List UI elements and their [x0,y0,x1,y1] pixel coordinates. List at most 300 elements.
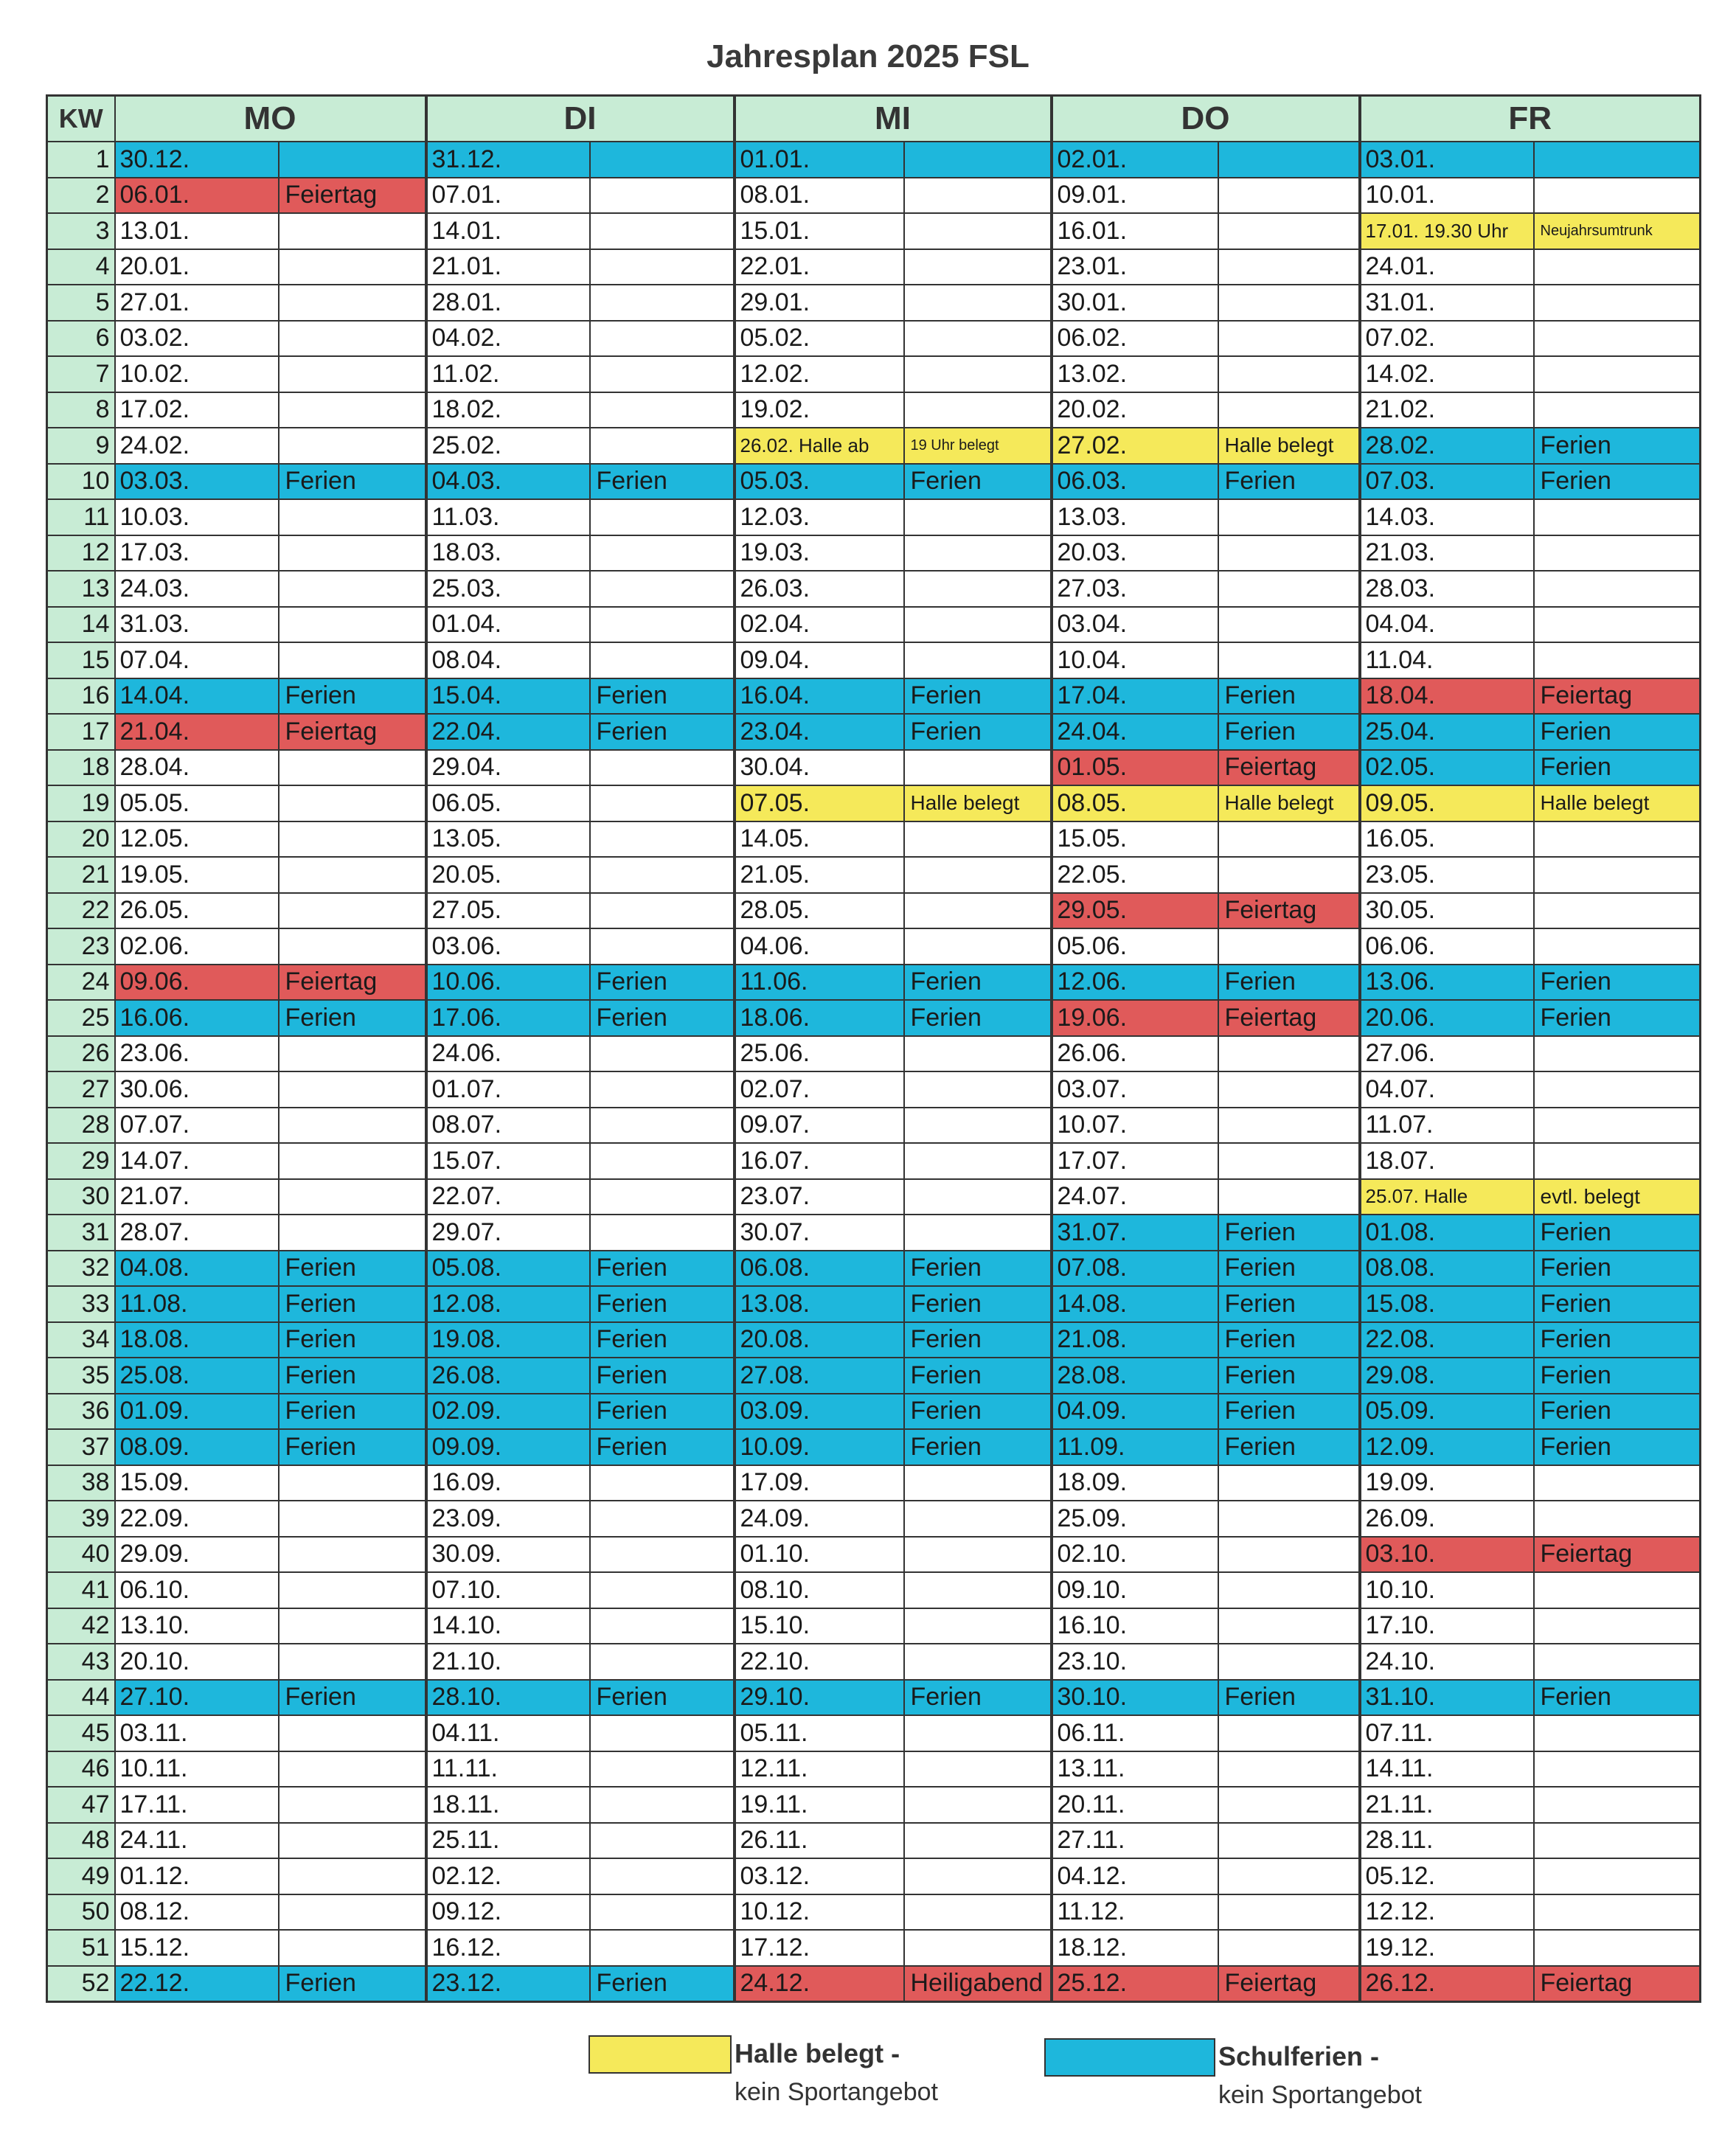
date-cell-mo: 13.01. [115,213,279,249]
note-cell-fr [1534,1465,1701,1501]
note-cell-mo [279,392,426,428]
kw-cell: 42 [47,1608,115,1644]
date-cell-di: 11.02. [426,356,590,392]
date-cell-fr: 18.07. [1360,1143,1534,1179]
note-cell-do: Ferien [1218,1322,1360,1358]
date-cell-di: 24.06. [426,1036,590,1072]
kw-cell: 2 [47,178,115,214]
note-cell-di: Ferien [590,678,735,715]
note-cell-do [1218,571,1360,607]
date-cell-di: 21.10. [426,1644,590,1680]
date-cell-mo: 27.01. [115,285,279,321]
date-cell-mo: 30.12. [115,142,279,178]
kw-cell: 23 [47,928,115,965]
date-cell-mo: 28.07. [115,1215,279,1251]
note-cell-di [590,893,735,929]
date-cell-fr: 19.12. [1360,1930,1534,1966]
date-cell-do: 03.04. [1052,607,1218,643]
note-cell-mi [904,321,1052,357]
legend-swatch-belegt [588,2035,732,2074]
note-cell-do: Ferien [1218,1429,1360,1465]
note-cell-di: Ferien [590,1286,735,1322]
date-cell-do: 02.01. [1052,142,1218,178]
date-cell-fr: 24.10. [1360,1644,1534,1680]
note-cell-mo [279,1108,426,1144]
date-cell-do: 28.08. [1052,1358,1218,1394]
note-cell-do [1218,1930,1360,1966]
week-row [47,1894,1701,1931]
note-cell-mo [279,1608,426,1644]
date-cell-mo: 26.05. [115,893,279,929]
date-cell-mo: 21.07. [115,1179,279,1215]
note-cell-di [590,213,735,249]
note-cell-mi [904,142,1052,178]
date-cell-fr: 14.11. [1360,1751,1534,1788]
kw-cell: 29 [47,1143,115,1179]
week-row [47,142,1701,178]
week-row [47,249,1701,285]
date-cell-di: 09.12. [426,1894,590,1931]
kw-cell: 10 [47,464,115,500]
date-cell-do: 23.10. [1052,1644,1218,1680]
kw-cell: 8 [47,392,115,428]
note-cell-do [1218,1787,1360,1823]
note-cell-do [1218,1751,1360,1788]
note-cell-fr: Ferien [1534,464,1701,500]
date-cell-mi: 28.05. [735,893,904,929]
kw-cell: 38 [47,1465,115,1501]
date-cell-do: 30.10. [1052,1680,1218,1716]
date-cell-do: 22.05. [1052,857,1218,893]
note-cell-fr: Neujahrsumtrunk [1534,213,1701,249]
note-cell-fr [1534,356,1701,392]
date-cell-mi: 02.07. [735,1071,904,1108]
kw-cell: 18 [47,750,115,786]
date-cell-di: 02.12. [426,1858,590,1894]
date-cell-mi: 17.12. [735,1930,904,1966]
note-cell-mi [904,750,1052,786]
kw-cell: 19 [47,785,115,821]
note-cell-fr: Ferien [1534,1251,1701,1287]
note-cell-fr [1534,1858,1701,1894]
week-row [47,1071,1701,1108]
date-cell-mo: 17.03. [115,535,279,571]
week-row [47,1858,1701,1894]
note-cell-do [1218,213,1360,249]
note-cell-fr: Ferien [1534,1000,1701,1036]
week-row [47,1966,1701,2002]
date-cell-mi: 05.11. [735,1715,904,1751]
kw-cell: 51 [47,1930,115,1966]
date-cell-do: 02.10. [1052,1537,1218,1573]
date-cell-di: 11.03. [426,499,590,535]
note-cell-di [590,285,735,321]
date-cell-do: 09.01. [1052,178,1218,214]
date-cell-do: 24.07. [1052,1179,1218,1215]
date-cell-mi: 19.02. [735,392,904,428]
date-cell-mi: 19.11. [735,1787,904,1823]
note-cell-mo [279,571,426,607]
week-row [47,1000,1701,1036]
kw-cell: 40 [47,1537,115,1573]
note-cell-fr [1534,1108,1701,1144]
date-cell-di: 21.01. [426,249,590,285]
date-cell-mi: 16.07. [735,1143,904,1179]
date-cell-di: 14.01. [426,213,590,249]
date-cell-fr: 29.08. [1360,1358,1534,1394]
date-cell-mi: 30.04. [735,750,904,786]
date-cell-di: 03.06. [426,928,590,965]
date-cell-fr: 10.10. [1360,1572,1534,1608]
date-cell-mi: 26.11. [735,1823,904,1859]
date-cell-mi: 30.07. [735,1215,904,1251]
kw-cell: 50 [47,1894,115,1931]
week-row [47,1715,1701,1751]
date-cell-fr: 23.05. [1360,857,1534,893]
note-cell-di [590,1930,735,1966]
note-cell-di [590,1537,735,1573]
week-row [47,1394,1701,1430]
note-cell-mi: Ferien [904,678,1052,715]
date-cell-do: 31.07. [1052,1215,1218,1251]
date-cell-do: 04.12. [1052,1858,1218,1894]
kw-cell: 1 [47,142,115,178]
kw-cell: 12 [47,535,115,571]
week-row [47,1215,1701,1251]
date-cell-mi: 12.02. [735,356,904,392]
note-cell-mo [279,1071,426,1108]
date-cell-mi: 24.12. [735,1966,904,2002]
kw-cell: 46 [47,1751,115,1788]
date-cell-di: 04.03. [426,464,590,500]
legend-ferien-title: Schulferien - [1218,2041,1380,2071]
note-cell-fr: Ferien [1534,1429,1701,1465]
date-cell-mi: 09.04. [735,642,904,678]
date-cell-do: 06.03. [1052,464,1218,500]
note-cell-mo [279,1644,426,1680]
note-cell-mi [904,499,1052,535]
date-cell-fr: 30.05. [1360,893,1534,929]
date-cell-fr: 09.05. [1360,785,1534,821]
week-row [47,928,1701,965]
note-cell-fr [1534,321,1701,357]
kw-cell: 9 [47,428,115,464]
note-cell-mi: 19 Uhr belegt [904,428,1052,464]
date-cell-do: 10.07. [1052,1108,1218,1144]
note-cell-fr: Ferien [1534,750,1701,786]
date-cell-fr: 03.01. [1360,142,1534,178]
kw-cell: 36 [47,1394,115,1430]
date-cell-di: 02.09. [426,1394,590,1430]
note-cell-fr [1534,1715,1701,1751]
date-cell-mo: 04.08. [115,1251,279,1287]
note-cell-fr: Ferien [1534,714,1701,750]
date-cell-mo: 24.11. [115,1823,279,1859]
date-cell-fr: 21.11. [1360,1787,1534,1823]
note-cell-fr [1534,499,1701,535]
date-cell-mi: 17.09. [735,1465,904,1501]
date-cell-mi: 12.11. [735,1751,904,1788]
note-cell-mo: Ferien [279,1000,426,1036]
week-row [47,392,1701,428]
date-cell-mi: 22.10. [735,1644,904,1680]
note-cell-fr [1534,1823,1701,1859]
note-cell-fr [1534,1071,1701,1108]
note-cell-mo: Ferien [279,1394,426,1430]
note-cell-mi: Ferien [904,464,1052,500]
note-cell-mo: Ferien [279,1429,426,1465]
week-row [47,1036,1701,1072]
week-row [47,1537,1701,1573]
kw-cell: 7 [47,356,115,392]
note-cell-fr [1534,928,1701,965]
note-cell-do [1218,1537,1360,1573]
date-cell-di: 08.07. [426,1108,590,1144]
date-cell-fr: 25.04. [1360,714,1534,750]
kw-cell: 26 [47,1036,115,1072]
date-cell-do: 27.11. [1052,1823,1218,1859]
date-cell-mi: 10.12. [735,1894,904,1931]
note-cell-do [1218,1465,1360,1501]
date-cell-mi: 16.04. [735,678,904,715]
note-cell-mo [279,249,426,285]
note-cell-do [1218,535,1360,571]
note-cell-di [590,178,735,214]
note-cell-fr [1534,1036,1701,1072]
date-cell-fr: 05.09. [1360,1394,1534,1430]
note-cell-do [1218,499,1360,535]
note-cell-mo [279,428,426,464]
kw-cell: 43 [47,1644,115,1680]
note-cell-mo: Feiertag [279,178,426,214]
note-cell-mi [904,1858,1052,1894]
note-cell-fr [1534,1501,1701,1537]
date-cell-mo: 09.06. [115,965,279,1001]
date-cell-fr: 07.03. [1360,464,1534,500]
week-row [47,893,1701,929]
date-cell-mo: 20.10. [115,1644,279,1680]
date-cell-mo: 11.08. [115,1286,279,1322]
date-cell-mo: 25.08. [115,1358,279,1394]
note-cell-fr [1534,535,1701,571]
date-cell-mo: 03.02. [115,321,279,357]
week-row [47,857,1701,893]
date-cell-do: 27.02. [1052,428,1218,464]
date-cell-fr: 15.08. [1360,1286,1534,1322]
kw-cell: 13 [47,571,115,607]
note-cell-di [590,249,735,285]
legend-swatch-ferien [1044,2038,1215,2077]
date-cell-fr: 11.07. [1360,1108,1534,1144]
date-cell-fr: 16.05. [1360,821,1534,858]
date-cell-do: 26.06. [1052,1036,1218,1072]
date-cell-mo: 22.12. [115,1966,279,2002]
note-cell-fr [1534,821,1701,858]
date-cell-di: 18.11. [426,1787,590,1823]
date-cell-fr: 25.07. Halle [1360,1179,1534,1215]
date-cell-fr: 13.06. [1360,965,1534,1001]
header-di: DI [426,96,735,142]
kw-cell: 25 [47,1000,115,1036]
note-cell-di [590,535,735,571]
date-cell-mi: 23.04. [735,714,904,750]
date-cell-mo: 14.07. [115,1143,279,1179]
note-cell-di [590,928,735,965]
note-cell-mi [904,392,1052,428]
note-cell-di [590,1036,735,1072]
date-cell-mo: 13.10. [115,1608,279,1644]
date-cell-mi: 21.05. [735,857,904,893]
date-cell-mi: 27.08. [735,1358,904,1394]
kw-cell: 35 [47,1358,115,1394]
note-cell-di [590,1644,735,1680]
date-cell-mi: 08.10. [735,1572,904,1608]
date-cell-do: 20.03. [1052,535,1218,571]
date-cell-mo: 14.04. [115,678,279,715]
date-cell-fr: 11.04. [1360,642,1534,678]
note-cell-mo [279,1751,426,1788]
date-cell-do: 17.04. [1052,678,1218,715]
note-cell-mi [904,285,1052,321]
date-cell-fr: 06.06. [1360,928,1534,965]
note-cell-mi [904,1715,1052,1751]
date-cell-mo: 31.03. [115,607,279,643]
note-cell-mi: Ferien [904,965,1052,1001]
date-cell-do: 16.01. [1052,213,1218,249]
date-cell-mo: 03.03. [115,464,279,500]
note-cell-mi [904,1751,1052,1788]
week-row [47,1465,1701,1501]
date-cell-do: 10.04. [1052,642,1218,678]
note-cell-di [590,1894,735,1931]
date-cell-do: 30.01. [1052,285,1218,321]
note-cell-fr: Ferien [1534,1286,1701,1322]
date-cell-do: 13.02. [1052,356,1218,392]
note-cell-do: Ferien [1218,1286,1360,1322]
date-cell-mo: 01.12. [115,1858,279,1894]
note-cell-mo [279,642,426,678]
note-cell-mi [904,1501,1052,1537]
note-cell-mi [904,1894,1052,1931]
date-cell-mi: 29.01. [735,285,904,321]
note-cell-mo [279,142,426,178]
date-cell-mo: 12.05. [115,821,279,858]
note-cell-do: Halle belegt [1218,428,1360,464]
date-cell-fr: 18.04. [1360,678,1534,715]
note-cell-fr [1534,571,1701,607]
date-cell-di: 16.09. [426,1465,590,1501]
week-row [47,1680,1701,1716]
week-row [47,1930,1701,1966]
note-cell-mi: Halle belegt [904,785,1052,821]
week-row [47,1322,1701,1358]
note-cell-fr [1534,178,1701,214]
week-row [47,642,1701,678]
note-cell-mo: Ferien [279,464,426,500]
date-cell-mo: 08.09. [115,1429,279,1465]
date-cell-mi: 18.06. [735,1000,904,1036]
kw-cell: 20 [47,821,115,858]
date-cell-fr: 27.06. [1360,1036,1534,1072]
note-cell-mo: Ferien [279,1286,426,1322]
note-cell-fr [1534,857,1701,893]
date-cell-di: 28.01. [426,285,590,321]
date-cell-di: 25.11. [426,1823,590,1859]
note-cell-mo: Ferien [279,1251,426,1287]
note-cell-mo [279,1787,426,1823]
date-cell-mi: 06.08. [735,1251,904,1287]
date-cell-fr: 21.02. [1360,392,1534,428]
kw-cell: 37 [47,1429,115,1465]
date-cell-di: 30.09. [426,1537,590,1573]
note-cell-mi [904,928,1052,965]
date-cell-fr: 19.09. [1360,1465,1534,1501]
note-cell-do [1218,1143,1360,1179]
note-cell-do [1218,1501,1360,1537]
note-cell-mi [904,642,1052,678]
note-cell-mo [279,499,426,535]
week-row [47,356,1701,392]
note-cell-mo [279,285,426,321]
date-cell-fr: 26.09. [1360,1501,1534,1537]
date-cell-mo: 30.06. [115,1071,279,1108]
date-cell-do: 14.08. [1052,1286,1218,1322]
date-cell-mo: 16.06. [115,1000,279,1036]
note-cell-di: Ferien [590,1000,735,1036]
note-cell-fr: Feiertag [1534,1537,1701,1573]
note-cell-di [590,785,735,821]
kw-cell: 41 [47,1572,115,1608]
date-cell-do: 06.11. [1052,1715,1218,1751]
date-cell-fr: 28.02. [1360,428,1534,464]
date-cell-mi: 26.02. Halle ab [735,428,904,464]
note-cell-do: Ferien [1218,464,1360,500]
note-cell-mi: Ferien [904,1251,1052,1287]
note-cell-do [1218,928,1360,965]
week-row [47,1608,1701,1644]
date-cell-fr: 26.12. [1360,1966,1534,2002]
date-cell-mo: 18.08. [115,1322,279,1358]
date-cell-mo: 21.04. [115,714,279,750]
note-cell-fr [1534,249,1701,285]
note-cell-mi: Heiligabend [904,1966,1052,2002]
note-cell-di [590,1608,735,1644]
kw-cell: 16 [47,678,115,715]
kw-cell: 32 [47,1251,115,1287]
note-cell-mi [904,1787,1052,1823]
week-row [47,1644,1701,1680]
note-cell-mi: Ferien [904,1680,1052,1716]
date-cell-fr: 31.01. [1360,285,1534,321]
note-cell-mo: Ferien [279,1358,426,1394]
kw-cell: 33 [47,1286,115,1322]
note-cell-di: Ferien [590,1358,735,1394]
page-title: Jahresplan 2025 FSL [706,38,1030,74]
date-cell-fr: 04.07. [1360,1071,1534,1108]
week-row [47,678,1701,715]
note-cell-fr [1534,392,1701,428]
note-cell-do [1218,607,1360,643]
date-cell-mo: 10.11. [115,1751,279,1788]
date-cell-do: 21.08. [1052,1322,1218,1358]
date-cell-di: 23.12. [426,1966,590,2002]
date-cell-fr: 10.01. [1360,178,1534,214]
week-row [47,1179,1701,1215]
date-cell-mi: 11.06. [735,965,904,1001]
note-cell-di [590,571,735,607]
note-cell-mi [904,1465,1052,1501]
date-cell-mi: 12.03. [735,499,904,535]
